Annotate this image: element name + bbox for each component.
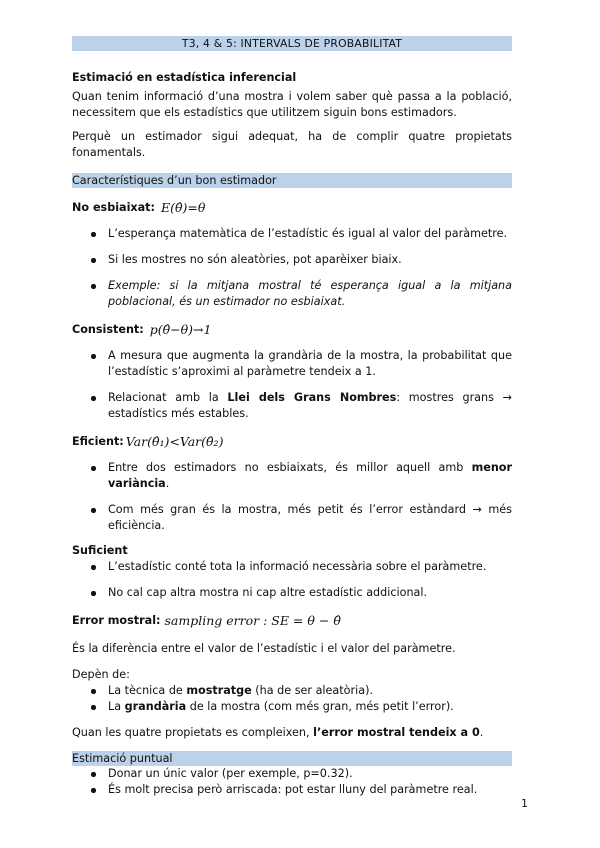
list-item: Com més gran és la mostra, més petit és l’error estàndard → més eficiència.	[72, 502, 512, 534]
list-item: La tècnica de mostratge (ha de ser aleatòria).	[72, 683, 512, 699]
sufficient-heading: Suficient	[72, 544, 128, 557]
list-item: L’estadístic conté tota la informació necessària sobre el paràmetre.	[72, 559, 512, 575]
intro-paragraph-1: Quan tenim informació d’una mostra i volem saber què passa a la població, necessitem que els estadístics que utilitzem siguin bons estimadors.	[72, 90, 512, 119]
page-number: 1	[521, 797, 528, 810]
consistent-list	[72, 348, 512, 422]
depends-on-label: Depèn de:	[72, 668, 130, 681]
point-estimation-list	[72, 766, 512, 798]
consistent-label: Consistent:	[72, 322, 144, 336]
intro-heading: Estimació en estadística inferencial	[72, 71, 297, 84]
sampling-error-label: Error mostral:	[72, 613, 161, 627]
sampling-error-formula: sampling error : SE = θ − θ̂	[164, 612, 341, 628]
efficient-list	[72, 460, 512, 534]
efficient-label: Eficient:	[72, 434, 124, 448]
list-item: A mesura que augmenta la grandària de la mostra, la probabilitat que l’estadístic s’aproximi al paràmetre tendeix a 1.	[72, 348, 512, 380]
consistent-heading	[72, 316, 512, 342]
list-item: La grandària de la mostra (com més gran, més petit l’error).	[72, 699, 512, 715]
list-item: L’esperança matemàtica de l’estadístic és igual al valor del paràmetre.	[72, 226, 512, 242]
efficient-formula: Var(θ̂₁)<Var(θ̂₂)	[125, 433, 224, 449]
unbiased-list	[72, 226, 512, 310]
list-item: No cal cap altra mostra ni cap altre estadístic addicional.	[72, 585, 512, 601]
list-item: Relacionat amb la Llei dels Grans Nombres: mostres grans → estadístics més estables.	[72, 390, 512, 422]
list-item: Si les mostres no són aleatòries, pot aparèixer biaix.	[72, 252, 512, 268]
document-title: T3, 4 & 5: INTERVALS DE PROBABILITAT	[72, 36, 512, 51]
section-heading-characteristics: Característiques d’un bon estimador	[72, 173, 512, 188]
depends-on-list	[72, 683, 512, 715]
intro-paragraph-2: Perquè un estimador sigui adequat, ha de complir quatre propietats fonamentals.	[72, 130, 512, 159]
list-item: Entre dos estimadors no esbiaixats, és millor aquell amb menor variància.	[72, 460, 512, 492]
sampling-error-description: És la diferència entre el valor de l’estadístic i el valor del paràmetre.	[72, 642, 456, 655]
consistent-formula: p(θ̂−θ)→1	[149, 321, 212, 337]
list-item: Exemple: si la mitjana mostral té esperança igual a la mitjana poblacional, és un estimador no esbiaixat.	[72, 278, 512, 310]
page	[72, 36, 512, 798]
unbiased-label: No esbiaixat:	[72, 200, 156, 214]
efficient-heading	[72, 428, 512, 454]
list-item: Donar un únic valor (per exemple, p=0.32).	[72, 766, 512, 782]
unbiased-formula: E(θ̂)=θ	[161, 199, 206, 215]
section-heading-point-estimation: Estimació puntual	[72, 751, 512, 766]
conclusion-paragraph: Quan les quatre propietats es compleixen, l’error mostral tendeix a 0.	[72, 726, 484, 739]
sampling-error-heading	[72, 607, 512, 633]
list-item: És molt precisa però arriscada: pot estar lluny del paràmetre real.	[72, 782, 512, 798]
sufficient-list	[72, 559, 512, 601]
unbiased-heading	[72, 194, 512, 220]
